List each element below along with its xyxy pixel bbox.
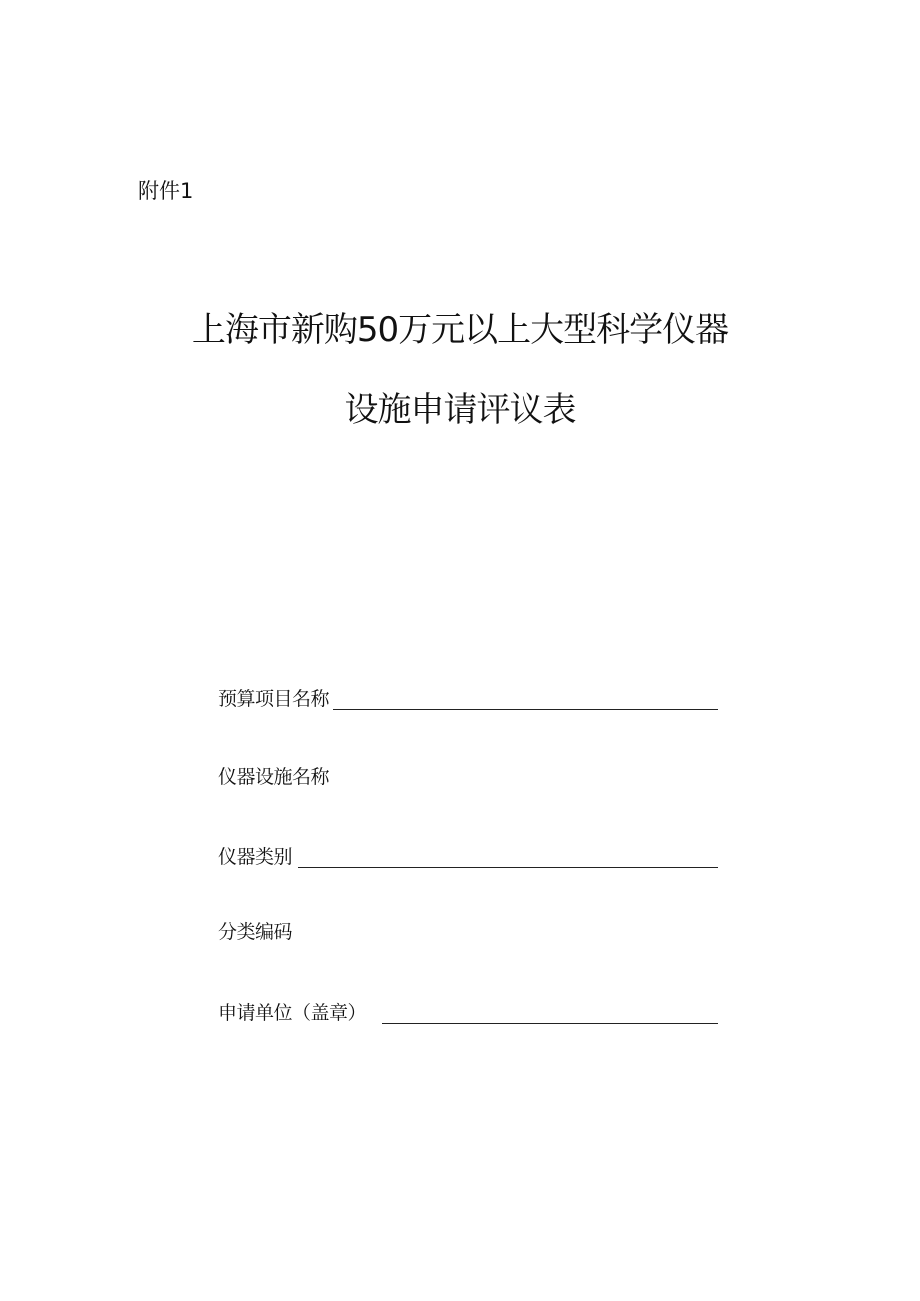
document-title-line-1: 上海市新购50万元以上大型科学仪器: [191, 310, 729, 350]
instrument-facility-name-label: 仪器设施名称: [218, 766, 330, 788]
instrument-category-label: 仪器类别: [218, 846, 293, 868]
applicant-unit-underline: [382, 1023, 718, 1024]
budget-project-name-underline: [333, 709, 718, 710]
document-title-line-2: 设施申请评议表: [344, 390, 576, 430]
budget-project-name-label: 预算项目名称: [218, 688, 330, 710]
classification-code-field: [218, 913, 718, 945]
applicant-unit-field: [218, 994, 718, 1026]
attachment-label: 附件1: [138, 179, 194, 203]
budget-project-name-field: [218, 680, 718, 712]
instrument-facility-name-field: [218, 758, 718, 790]
applicant-unit-label: 申请单位（盖章）: [218, 1002, 367, 1024]
instrument-category-field: [218, 838, 718, 870]
classification-code-label: 分类编码: [218, 921, 293, 943]
instrument-category-underline: [298, 867, 718, 868]
